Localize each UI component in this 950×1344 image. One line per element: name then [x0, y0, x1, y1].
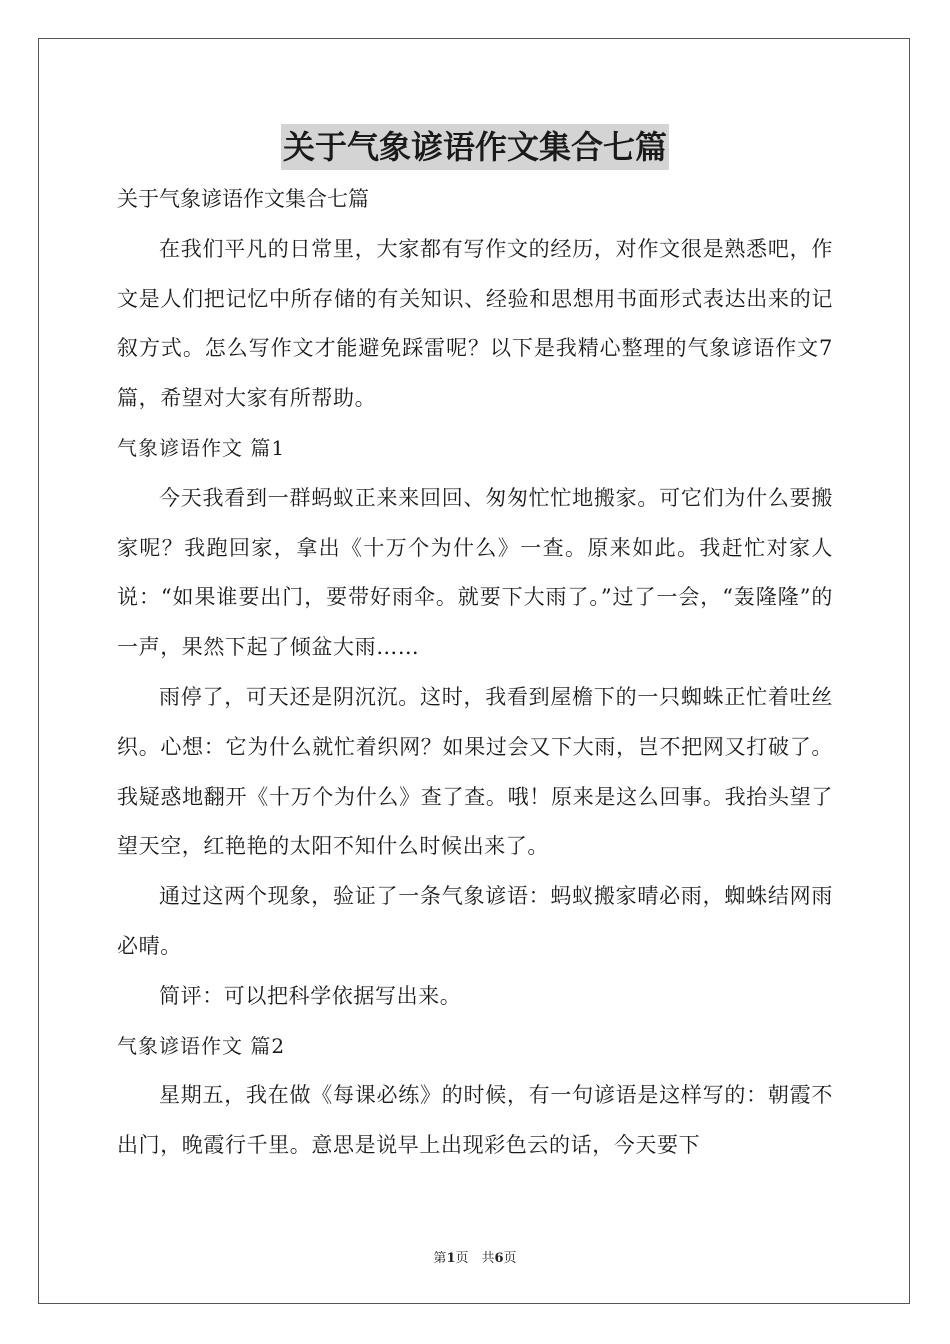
page-prefix: 第 — [433, 1251, 447, 1266]
paragraph: 在我们平凡的日常里，大家都有写作文的经历，对作文很是熟悉吧，作文是人们把记忆中所存储的有关知识、经验和思想用书面形式表达出来的记叙方式。怎么写作文才能避免踩雷呢？以下是我精心整理的气象谚语作文7篇，希望对大家有所帮助。 — [117, 236, 833, 411]
page-total-number: 6 — [494, 1251, 504, 1266]
section-heading-2: 气象谚语作文 篇2 — [117, 1033, 286, 1058]
title-area — [0, 124, 950, 170]
paragraph: 今天我看到一群蚂蚁正来来回回、匆匆忙忙地搬家。可它们为什么要搬家呢？我跑回家，拿出《十万个为什么》一查。原来如此。我赶忙对家人说：“如果谁要出门，要带好雨伞。就要下大雨了。”过了一会，“轰隆隆”的一声，果然下起了倾盆大雨…… — [117, 485, 833, 660]
paragraph: 星期五，我在做《每课必练》的时候，有一句谚语是这样写的：朝霞不出门，晚霞行千里。意思是说早上出现彩色云的话，今天要下 — [117, 1083, 833, 1158]
paragraph: 通过这两个现象，验证了一条气象谚语：蚂蚁搬家晴必雨，蜘蛛结网雨必晴。 — [117, 884, 833, 958]
page-footer — [0, 1247, 950, 1266]
document-title: 关于气象谚语作文集合七篇 — [281, 124, 669, 170]
page-suffix: 页 — [503, 1251, 517, 1266]
document-subtitle: 关于气象谚语作文集合七篇 — [117, 187, 369, 211]
page-mid: 页 共 — [455, 1251, 495, 1266]
paragraph: 雨停了，可天还是阴沉沉。这时，我看到屋檐下的一只蜘蛛正忙着吐丝织。心想：它为什么就忙着织网？如果过会又下大雨，岂不把网又打破了。我疑惑地翻开《十万个为什么》查了查。哦！原来是这么回事。我抬头望了望天空，红艳艳的太阳不知什么时候出来了。 — [117, 684, 833, 859]
page-current-number: 1 — [446, 1251, 456, 1266]
paragraph: 简评：可以把科学依据写出来。 — [159, 983, 462, 1008]
section-heading-1: 气象谚语作文 篇1 — [117, 435, 286, 460]
document-body — [117, 175, 833, 1171]
